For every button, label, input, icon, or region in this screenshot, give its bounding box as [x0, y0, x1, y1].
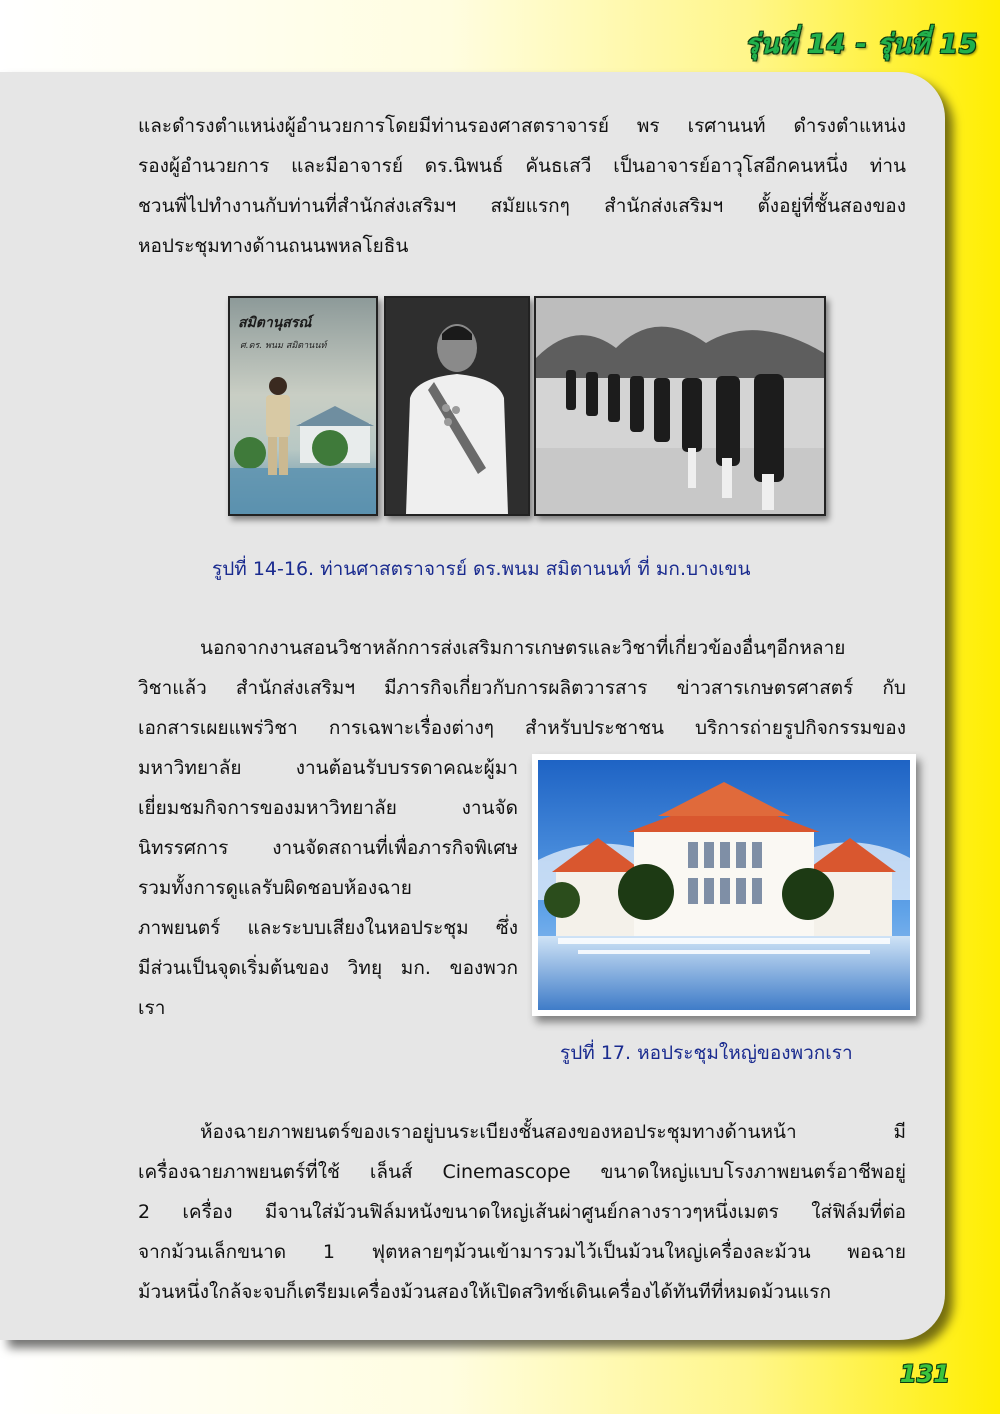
text-line: เรา	[138, 997, 166, 1019]
text-line: รองผู้อำนวยการ และมีอาจารย์ ดร.นิพนธ์ คันธเสวี เป็นอาจารย์อาวุโสอีกคนหนึ่ง ท่าน	[138, 155, 906, 177]
photo-portrait	[384, 296, 530, 516]
page-header-title: รุ่นที่ 14 - รุ่นที่ 15	[745, 29, 978, 60]
text-line: ภาพยนตร์ และระบบเสียงในหอประชุม ซึ่ง	[138, 917, 518, 939]
text-line: ห้องฉายภาพยนตร์ของเราอยู่บนระเบียงชั้นสองของหอประชุมทางด้านหน้า มี	[200, 1121, 906, 1143]
figure-caption-14-16: รูปที่ 14-16. ท่านศาสตราจารย์ ดร.พนม สมิตานนท์ ที่ มก.บางเขน	[212, 558, 751, 580]
page-number: 131	[899, 1360, 950, 1388]
text-line: รวมทั้งการดูแลรับผิดชอบห้องฉาย	[138, 877, 412, 899]
book-cover-title: สมิตานุสรณ์	[238, 315, 312, 331]
paragraph-2-narrow	[138, 748, 518, 1028]
text-line: มหาวิทยาลัย งานต้อนรับบรรดาคณะผู้มา	[138, 757, 518, 779]
text-line: วิชาแล้ว สำนักส่งเสริมฯ มีภารกิจเกี่ยวกับการผลิตวารสาร ข่าวสารเกษตรศาสตร์ กับ	[138, 677, 906, 699]
figure-caption-17: รูปที่ 17. หอประชุมใหญ่ของพวกเรา	[560, 1042, 853, 1064]
text-line: ม้วนหนึ่งใกล้จะจบก็เตรียมเครื่องม้วนสองให้เปิดสวิทช์เดินเครื่องได้ทันทีที่หมดม้วนแรก	[138, 1281, 831, 1303]
photo-graduation-procession	[534, 296, 826, 516]
text-line: นิทรรศการ งานจัดสถานที่เพื่อภารกิจพิเศษ	[138, 837, 518, 859]
text-line: หอประชุมทางด้านถนนพหลโยธิน	[138, 235, 409, 257]
book-cover-author: ศ.ดร. พนม สมิตานนท์	[240, 341, 327, 351]
text-line: เยี่ยมชมกิจการของมหาวิทยาลัย งานจัด	[138, 797, 518, 819]
text-line: 2 เครื่อง มีจานใส่ม้วนฟิล์มหนังขนาดใหญ่เส้นผ่าศูนย์กลางราวๆหนึ่งเมตร ใส่ฟิล์มที่ต่อ	[138, 1201, 906, 1223]
paragraph-2	[138, 628, 906, 748]
paragraph-3	[138, 1112, 906, 1312]
paragraph-1	[138, 106, 906, 266]
text-line: มีส่วนเป็นจุดเริ่มต้นของ วิทยุ มก. ของพวก	[138, 957, 518, 979]
auditorium-illustration	[538, 760, 910, 1010]
text-line: นอกจากงานสอนวิชาหลักการส่งเสริมการเกษตรและวิชาที่เกี่ยวข้องอื่นๆอีกหลาย	[200, 637, 846, 659]
portrait-illustration	[386, 298, 528, 514]
text-line: จากม้วนเล็กขนาด 1 ฟุตหลายๆม้วนเข้ามารวมไว้เป็นม้วนใหญ่เครื่องละม้วน พอฉาย	[138, 1241, 906, 1263]
procession-illustration	[536, 298, 824, 514]
photo-book-cover	[228, 296, 378, 516]
text-line: เครื่องฉายภาพยนตร์ที่ใช้ เล็นส์ Cinemascope ขนาดใหญ่แบบโรงภาพยนตร์อาชีพอยู่	[138, 1161, 906, 1183]
text-line: และดำรงตำแหน่งผู้อำนวยการโดยมีท่านรองศาสตราจารย์ พร เรศานนท์ ดำรงตำแหน่ง	[138, 115, 906, 137]
text-line: ชวนพี่ไปทำงานกับท่านที่สำนักส่งเสริมฯ สมัยแรกๆ สำนักส่งเสริมฯ ตั้งอยู่ที่ชั้นสองของ	[138, 195, 906, 217]
photo-auditorium	[532, 754, 916, 1016]
text-line: เอกสารเผยแพร่วิชา การเฉพาะเรื่องต่างๆ สำหรับประชาชน บริการถ่ายรูปกิจกรรมของ	[138, 717, 906, 739]
